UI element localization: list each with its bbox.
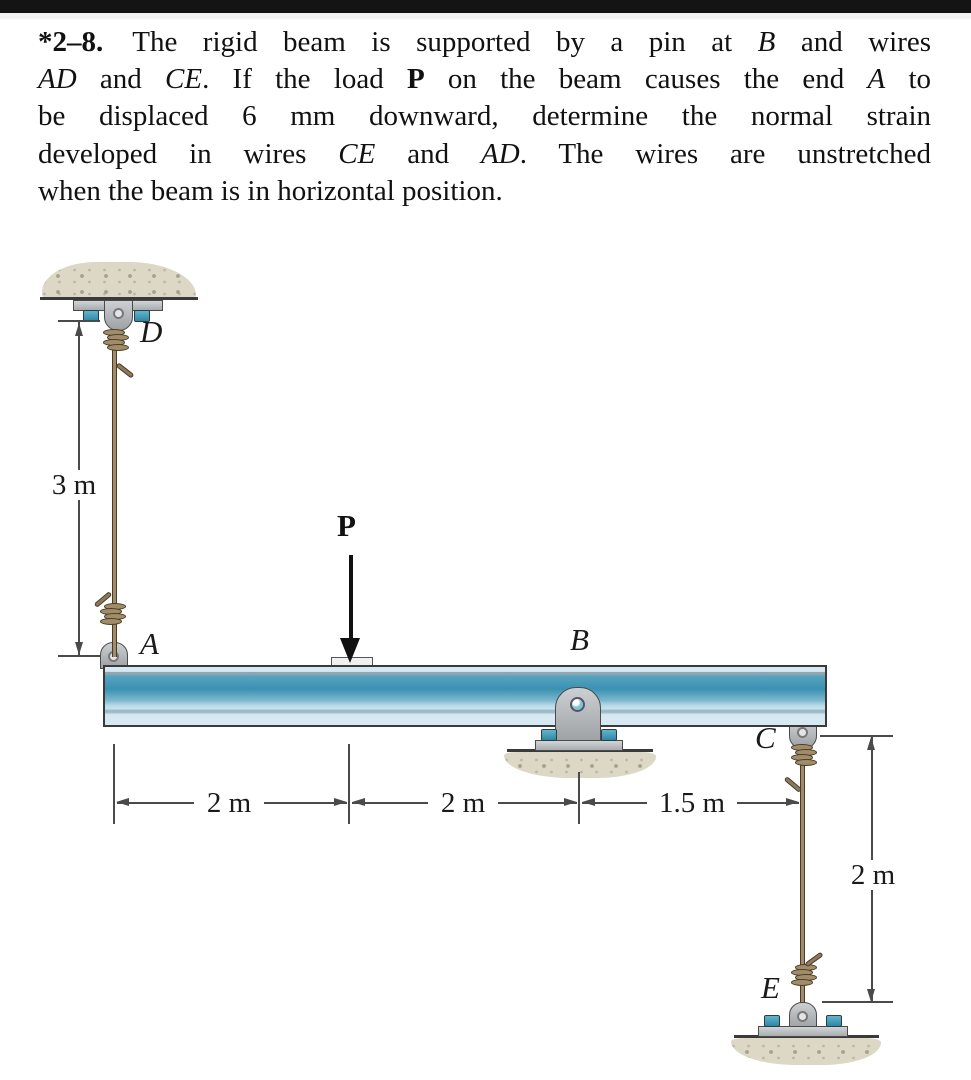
problem-line — [38, 61, 931, 98]
text-segment: CE — [165, 63, 203, 96]
problem-line — [38, 98, 931, 135]
dim-arrow-left — [352, 798, 365, 806]
problem-line — [38, 173, 931, 210]
text-segment: P — [406, 63, 425, 96]
label-point-e: E — [761, 970, 780, 1005]
dim-arrow-up — [75, 323, 83, 336]
problem-statement — [38, 24, 931, 210]
label-load-p: P — [337, 508, 356, 543]
dim-tick-p — [348, 744, 350, 824]
dim-label-1-5m: 1.5 m — [647, 788, 737, 818]
wire-knot — [791, 746, 817, 766]
text-segment: and — [76, 63, 166, 96]
lug-hole — [797, 727, 808, 738]
lug-hole — [797, 1011, 808, 1022]
wire-knot — [791, 958, 817, 986]
dim-label-2m-right: 2 m — [838, 860, 908, 890]
dim-arrow-down — [75, 642, 83, 655]
anchor-base-plate-e — [758, 1026, 848, 1037]
dim-arrow-left — [582, 798, 595, 806]
ground-concrete-e — [731, 1038, 881, 1065]
dim-arrow-up — [867, 737, 875, 750]
text-segment: and — [375, 137, 482, 170]
text-segment: . If the load — [202, 63, 407, 96]
problem-line — [38, 24, 931, 61]
top-light-strip — [0, 13, 971, 19]
text-segment: to — [885, 63, 932, 96]
pin-base-plate — [535, 740, 623, 751]
top-black-bar — [0, 0, 971, 13]
pin-hole — [570, 697, 585, 712]
wire-knot — [100, 597, 126, 625]
ceiling-concrete — [42, 262, 196, 300]
lug-hole — [113, 308, 124, 319]
dim-label-3m: 3 m — [37, 470, 111, 500]
dim-arrow-right — [564, 798, 577, 806]
dim-3m-bottom-tick — [58, 655, 100, 657]
text-segment: developed in wires — [38, 137, 339, 170]
bolt-icon — [541, 729, 557, 741]
dim-2m-right-top-tick — [820, 735, 893, 737]
text-segment: AD — [481, 137, 520, 170]
pin-bracket-b — [555, 687, 601, 743]
label-point-d: D — [140, 314, 163, 349]
dim-tick-a — [113, 744, 115, 824]
text-segment: The rigid beam is supported by a pin at — [103, 26, 758, 58]
dim-arrow-right — [334, 798, 347, 806]
wire-knot — [103, 331, 129, 351]
dim-label-2m-left: 2 m — [194, 788, 264, 818]
bolt-icon — [764, 1015, 780, 1027]
label-point-b: B — [570, 622, 589, 657]
load-arrowhead — [340, 638, 360, 663]
text-segment: A — [867, 63, 886, 96]
label-point-a: A — [140, 626, 159, 661]
anchor-lug-e — [789, 1002, 817, 1029]
bolt-icon — [601, 729, 617, 741]
dim-tick-b — [578, 772, 580, 824]
text-segment: and wires — [775, 26, 932, 58]
dim-arrow-left — [116, 798, 129, 806]
ground-concrete-b — [504, 752, 656, 778]
label-point-c: C — [755, 720, 776, 755]
text-segment: . The wires are unstretched — [519, 137, 932, 170]
text-segment: CE — [338, 137, 376, 170]
text-segment: be displaced 6 mm downward, determine the normal strain — [38, 100, 931, 133]
text-segment: AD — [38, 63, 77, 96]
load-arrow — [349, 555, 353, 641]
dim-arrow-right — [786, 798, 799, 806]
dim-2m-right-bottom-tick — [822, 1001, 893, 1003]
bolt-icon — [826, 1015, 842, 1027]
problem-line — [38, 136, 931, 173]
text-segment: on the beam causes the end — [424, 63, 868, 96]
rigid-beam — [103, 665, 827, 727]
text-segment: B — [757, 26, 776, 58]
dim-label-2m-mid: 2 m — [428, 788, 498, 818]
text-segment: *2–8. — [38, 26, 104, 58]
text-segment: when the beam is in horizontal position. — [38, 174, 503, 207]
anchor-lug-d — [104, 300, 133, 331]
